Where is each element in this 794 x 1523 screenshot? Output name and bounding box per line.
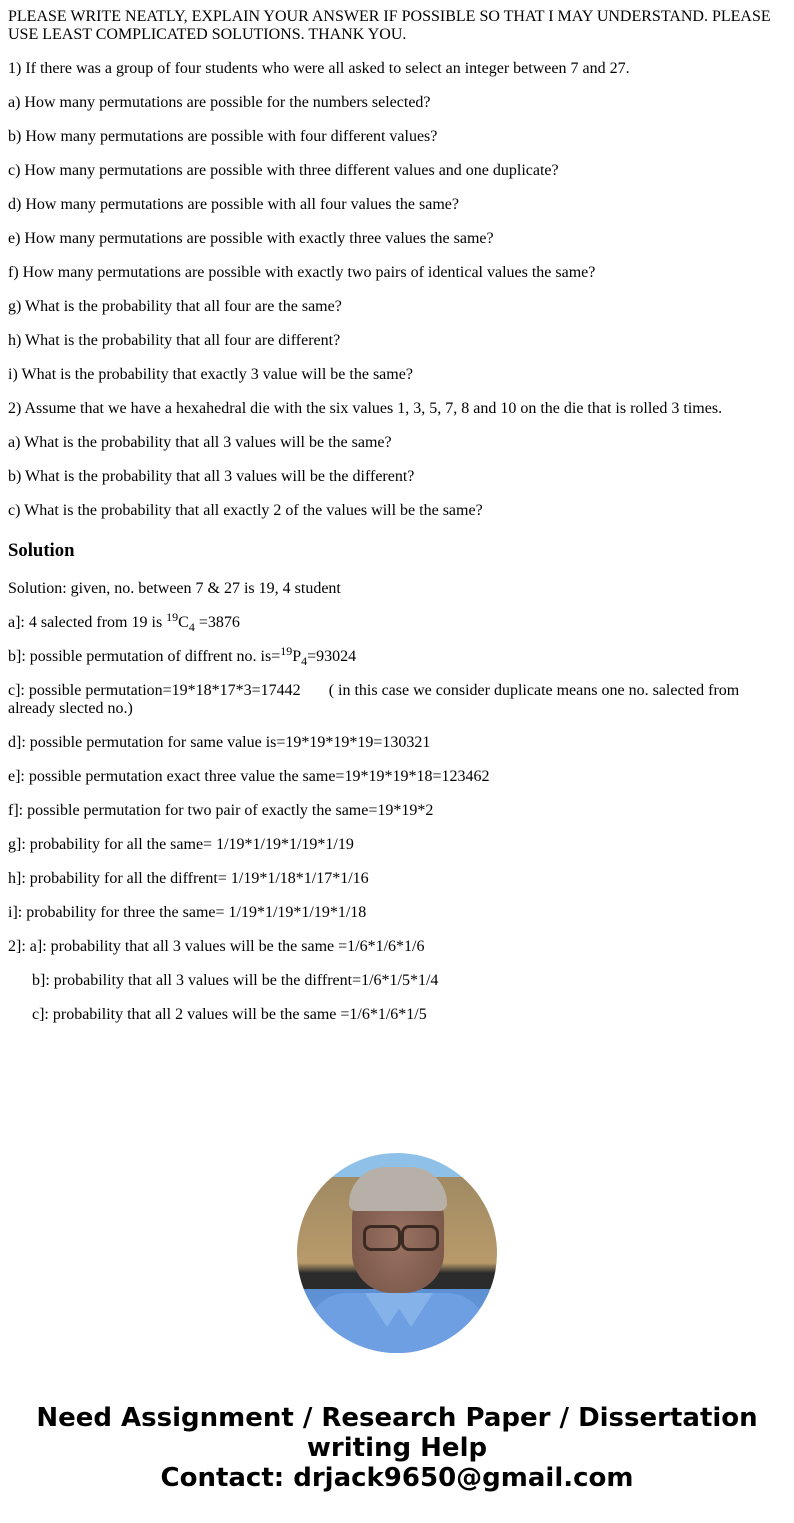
answer-1b [8,644,786,668]
answer-1a-sup: 19 [166,610,179,624]
answer-1i: i]: probability for three the same= 1/19*1/19*1/19*1/18 [8,904,367,921]
question-section [8,8,786,520]
promo-contact: Contact: drjack9650@gmail.com [160,1463,634,1493]
answer-1b-sub: 4 [301,654,308,668]
question-intro: PLEASE WRITE NEATLY, EXPLAIN YOUR ANSWER IF POSSIBLE SO THAT I MAY UNDERSTAND. PLEASE USE LEAST COMPLICATED SOLUTIONS. THANK YOU. [8,8,771,43]
question-1c: c) How many permutations are possible with three different values and one duplicate? [8,162,559,179]
answer-1e: e]: possible permutation exact three value the same=19*19*19*18=123462 [8,768,490,785]
avatar-photo [297,1153,497,1353]
answer-1f: f]: possible permutation for two pair of exactly the same=19*19*2 [8,802,434,819]
question-1g: g) What is the probability that all four are the same? [8,298,342,315]
question-1h: h) What is the probability that all four are different? [8,332,341,349]
promo-line-1: Need Assignment / Research Paper / Dissertation [36,1403,758,1433]
promo-line-2: writing Help [306,1433,488,1463]
question-1i: i) What is the probability that exactly 3 value will be the same? [8,366,413,383]
question-1f: f) How many permutations are possible with exactly two pairs of identical values the same? [8,264,596,281]
tutor-avatar [297,1153,497,1353]
promo-banner [0,1403,794,1493]
question-2a: a) What is the probability that all 3 values will be the same? [8,434,392,451]
answer-1g: g]: probability for all the same= 1/19*1/19*1/19*1/19 [8,836,354,853]
solution-given: Solution: given, no. between 7 & 27 is 19, 4 student [8,580,341,597]
answer-2c: c]: probability that all 2 values will be the same =1/6*1/6*1/5 [32,1006,427,1023]
question-1a: a) How many permutations are possible for the numbers selected? [8,94,431,111]
answer-1a [8,610,786,634]
question-2c: c) What is the probability that all exactly 2 of the values will be the same? [8,502,483,519]
answer-1b-sup: 19 [280,644,293,658]
answer-1b-base: P [292,648,302,665]
answer-1c [8,682,786,718]
answer-2a: 2]: a]: probability that all 3 values will be the same =1/6*1/6*1/6 [8,938,425,955]
question-2-stem: 2) Assume that we have a hexahedral die with the six values 1, 3, 5, 7, 8 and 10 on the die that is rolled 3 times. [8,400,723,417]
avatar-glasses-right [401,1225,439,1251]
answer-1c-note: ( in this case we consider duplicate means one no. salected from already slected no.) [8,682,740,717]
avatar-collar-right [389,1293,433,1327]
question-1d: d) How many permutations are possible with all four values the same? [8,196,459,213]
answer-1a-text: a]: 4 salected from 19 is [8,614,167,631]
answer-1c-text: c]: possible permutation=19*18*17*3=17442 [8,682,301,699]
question-1e: e) How many permutations are possible with exactly three values the same? [8,230,494,247]
answer-1a-sub: 4 [188,620,195,634]
avatar-hair [349,1167,447,1211]
avatar-glasses-left [363,1225,401,1251]
question-2b: b) What is the probability that all 3 values will be the different? [8,468,415,485]
answer-1h: h]: probability for all the diffrent= 1/19*1/18*1/17*1/16 [8,870,369,887]
answer-1a-result: =3876 [194,614,240,631]
answer-1b-result: =93024 [307,648,357,665]
answer-2b: b]: probability that all 3 values will be the diffrent=1/6*1/5*1/4 [32,972,439,989]
answer-1a-base: C [178,614,189,631]
answer-1d: d]: possible permutation for same value is=19*19*19*19=130321 [8,734,431,751]
answer-1b-text: b]: possible permutation of diffrent no. is= [8,648,281,665]
question-1-stem: 1) If there was a group of four students who were all asked to select an integer between 7 and 27. [8,60,630,77]
question-1b: b) How many permutations are possible with four different values? [8,128,438,145]
solution-heading: Solution [8,540,75,561]
solution-section [8,540,786,1024]
